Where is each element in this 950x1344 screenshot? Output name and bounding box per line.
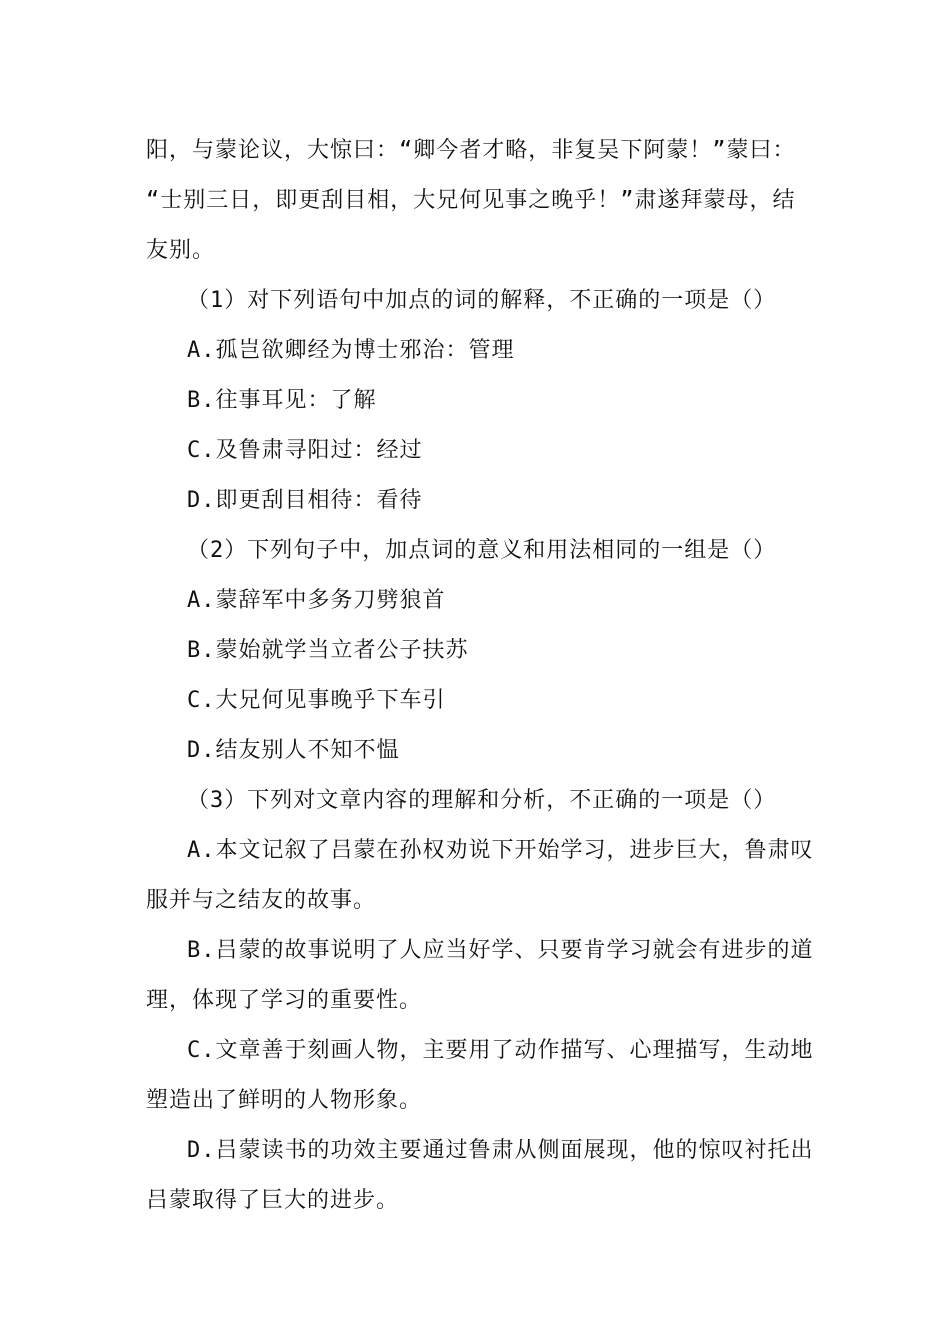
question-3-stem: （3）下列对文章内容的理解和分析，不正确的一项是（）: [187, 788, 777, 813]
question-1-option-d: D.即更刮目相待：看待: [187, 488, 423, 513]
question-3-option-b-line-2: 理，体现了学习的重要性。: [146, 988, 423, 1013]
question-2-option-d: D.结友别人不知不愠: [187, 738, 400, 763]
question-1-stem: （1）对下列语句中加点的词的解释，不正确的一项是（）: [187, 288, 777, 313]
question-3-option-b-line-1: B.吕蒙的故事说明了人应当好学、只要肯学习就会有进步的道: [187, 938, 814, 963]
question-3-option-c-line-1: C.文章善于刻画人物，主要用了动作描写、心理描写，生动地: [187, 1038, 814, 1063]
question-3-option-a-line-2: 服并与之结友的故事。: [146, 888, 377, 913]
question-1-option-b: B.往事耳见：了解: [187, 388, 377, 413]
question-3-option-d-line-1: D.吕蒙读书的功效主要通过鲁肃从侧面展现，他的惊叹衬托出: [187, 1138, 814, 1163]
question-3-option-a-line-1: A.本文记叙了吕蒙在孙权劝说下开始学习，进步巨大，鲁肃叹: [187, 838, 814, 863]
passage-line-3: 友别。: [146, 238, 216, 263]
passage-line-2: “士别三日，即更刮目相，大兄何见事之晚乎！”肃遂拜蒙母，结: [146, 188, 796, 213]
question-1-option-c: C.及鲁肃寻阳过：经过: [187, 438, 423, 463]
question-2-stem: （2）下列句子中，加点词的意义和用法相同的一组是（）: [187, 538, 777, 563]
question-3-option-c-line-2: 塑造出了鲜明的人物形象。: [146, 1088, 423, 1113]
question-2-option-c: C.大兄何见事晚乎下车引: [187, 688, 446, 713]
question-3-option-d-line-2: 吕蒙取得了巨大的进步。: [146, 1188, 400, 1213]
question-1-option-a: A.孤岂欲卿经为博士邪治：管理: [187, 338, 515, 363]
passage-line-1: 阳，与蒙论议，大惊曰：“卿今者才略，非复吴下阿蒙！”蒙曰：: [146, 138, 796, 163]
question-2-option-a: A.蒙辞军中多务刀劈狼首: [187, 588, 446, 613]
question-2-option-b: B.蒙始就学当立者公子扶苏: [187, 638, 469, 663]
